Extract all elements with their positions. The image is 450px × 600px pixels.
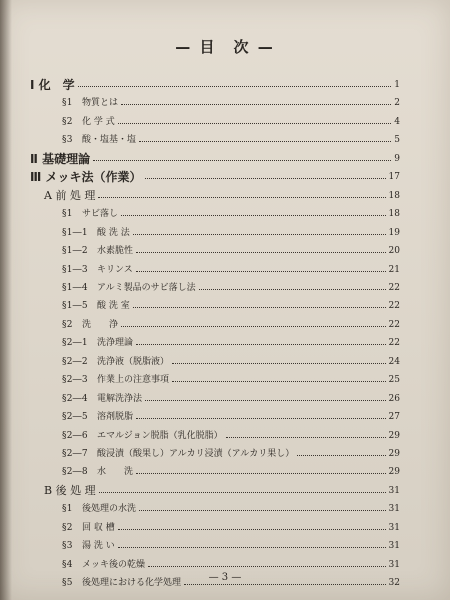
entry-title: 溶剤脱脂 <box>97 412 134 423</box>
section-number: §1―1 <box>62 227 88 238</box>
chapter-title: Ⅱ 基礎理論 <box>30 151 91 166</box>
toc-entry <box>0 224 450 242</box>
section-number: §1―2 <box>62 246 88 257</box>
entry-title: 酸 洗 法 <box>97 227 130 238</box>
page-number: 29 <box>388 467 400 478</box>
toc-entry <box>0 427 450 445</box>
page-number: 9 <box>394 153 400 164</box>
page-number: 31 <box>388 485 400 496</box>
entry-title: 水素脆性 <box>97 246 134 257</box>
toc-entry <box>0 445 450 463</box>
section-number: §1 <box>62 98 73 109</box>
dot-leader <box>297 455 386 456</box>
dot-leader <box>121 326 386 327</box>
page-number: 29 <box>388 430 400 441</box>
dot-leader <box>121 104 391 105</box>
dot-leader <box>136 418 386 419</box>
dot-leader <box>139 141 391 142</box>
section-number: §2―7 <box>62 449 88 459</box>
toc-entry <box>0 390 450 408</box>
entry-title: 回 収 槽 <box>82 522 115 533</box>
page-number: 31 <box>388 541 400 552</box>
dot-leader <box>226 437 386 438</box>
entry-title: 洗 浄 <box>82 319 119 330</box>
section-number: §2 <box>62 116 73 127</box>
entry-title: アルミ製品のサビ落し法 <box>97 282 196 293</box>
dot-leader <box>93 160 391 161</box>
entry-title: 電解洗浄法 <box>97 393 143 404</box>
entry-title: 洗浄理論 <box>97 338 134 349</box>
dot-leader <box>98 197 386 198</box>
section-number: §1―5 <box>62 301 88 312</box>
section-number: §1 <box>62 209 73 220</box>
toc-title: — 目 次 — <box>175 38 275 56</box>
page-number-footer: — 3 — <box>208 572 242 583</box>
dot-leader <box>172 363 386 364</box>
entry-title: 水 洗 <box>97 467 134 478</box>
entry-title: 後処理における化学処理 <box>82 578 182 589</box>
toc-entry <box>0 261 450 279</box>
entry-title: 湯 洗 い <box>82 541 115 552</box>
section-number: §1―4 <box>62 282 88 293</box>
dot-leader <box>136 473 386 474</box>
entry-title: 後処理の水洗 <box>82 504 137 515</box>
entry-title: 酸 洗 室 <box>97 301 130 312</box>
page-number: 22 <box>388 282 400 293</box>
section-title: B 後 処 理 <box>44 483 96 497</box>
entry-title: 作業上の注意事項 <box>97 375 170 386</box>
toc-entry <box>0 463 450 481</box>
page-number: 21 <box>388 264 400 275</box>
toc-entry <box>0 316 450 334</box>
section-number: §2―3 <box>62 375 88 386</box>
toc-entry <box>0 150 450 168</box>
chapter-title: Ⅰ 化 学 <box>30 78 75 92</box>
dot-leader <box>145 178 386 179</box>
toc-entry <box>0 353 450 371</box>
page-number: 22 <box>388 319 400 330</box>
entry-title: エマルジョン脱脂（乳化脱脂） <box>97 430 223 441</box>
toc-entry <box>0 279 450 297</box>
entry-title: 酸浸漬（酸果し）アルカリ浸漬（アルカリ果し） <box>97 449 295 459</box>
toc-entry <box>0 242 450 260</box>
entry-title: 化 学 式 <box>82 116 115 127</box>
toc-entry <box>0 131 450 149</box>
dot-leader <box>118 547 386 548</box>
dot-leader <box>118 529 386 530</box>
dot-leader <box>184 584 386 585</box>
entry-title: キリンス <box>97 264 133 275</box>
page-number: 22 <box>388 301 400 312</box>
section-number: §3 <box>62 135 73 146</box>
dot-leader <box>121 215 386 216</box>
dot-leader <box>172 381 386 382</box>
entry-title: サビ落し <box>82 209 119 220</box>
entry-title: 酸・塩基・塩 <box>82 135 137 146</box>
toc-entry <box>0 205 450 223</box>
page-number: 31 <box>388 504 400 515</box>
dot-leader <box>139 510 386 511</box>
page-number: 31 <box>388 522 400 533</box>
page-number: 27 <box>388 412 400 423</box>
section-number: §2 <box>62 522 73 533</box>
page-number: 2 <box>394 98 400 109</box>
chapter-title: Ⅲ メッキ法（作業） <box>30 170 142 185</box>
section-number: §5 <box>62 578 73 589</box>
page-number: 29 <box>388 449 400 459</box>
toc-entry <box>0 297 450 315</box>
page-number: 18 <box>388 209 400 220</box>
dot-leader <box>78 86 391 87</box>
dot-leader <box>136 271 386 272</box>
dot-leader <box>99 492 386 493</box>
section-number: §3 <box>62 541 73 552</box>
page-number: 32 <box>388 578 400 589</box>
toc-entry <box>0 500 450 518</box>
toc-entry <box>0 334 450 352</box>
toc-entry <box>0 168 450 186</box>
toc-entry <box>0 408 450 426</box>
section-title: A 前 処 理 <box>44 188 96 202</box>
page-number: 20 <box>388 246 400 257</box>
page-number: 26 <box>388 393 400 404</box>
toc-entry <box>0 556 450 574</box>
toc-entry <box>0 94 450 112</box>
page-number: 1 <box>394 80 400 90</box>
section-number: §2―4 <box>62 393 88 404</box>
toc-entry <box>0 371 450 389</box>
toc-entry <box>0 113 450 131</box>
entry-title: メッキ後の乾燥 <box>82 559 146 570</box>
page-number: 18 <box>388 190 400 201</box>
section-number: §2―8 <box>62 467 88 478</box>
section-number: §2―5 <box>62 412 88 423</box>
page-number: 31 <box>388 559 400 570</box>
section-number: §4 <box>62 559 73 570</box>
dot-leader <box>118 123 391 124</box>
page-number: 4 <box>394 116 400 127</box>
toc-entry <box>0 187 450 205</box>
toc-entry <box>0 482 450 500</box>
toc-entry <box>0 76 450 94</box>
section-number: §2―2 <box>62 356 88 367</box>
toc-entry <box>0 519 450 537</box>
page-number: 5 <box>394 135 400 146</box>
section-number: §1 <box>62 504 73 515</box>
dot-leader <box>199 289 386 290</box>
section-number: §2―6 <box>62 430 88 441</box>
dot-leader <box>133 307 386 308</box>
dot-leader <box>136 252 386 253</box>
entry-title: 物質とは <box>82 98 119 109</box>
page-number: 19 <box>388 227 400 238</box>
dot-leader <box>136 344 386 345</box>
toc-entry <box>0 537 450 555</box>
dot-leader <box>133 234 386 235</box>
section-number: §1―3 <box>62 264 88 275</box>
dot-leader <box>145 400 386 401</box>
section-number: §2―1 <box>62 338 88 349</box>
dot-leader <box>148 566 386 567</box>
page-number: 22 <box>388 338 400 349</box>
page-number: 17 <box>388 172 400 183</box>
section-number: §2 <box>62 319 73 330</box>
page-number: 25 <box>388 375 400 386</box>
page-number: 24 <box>388 356 400 367</box>
entry-title: 洗浄液（脱脂液） <box>97 356 170 367</box>
